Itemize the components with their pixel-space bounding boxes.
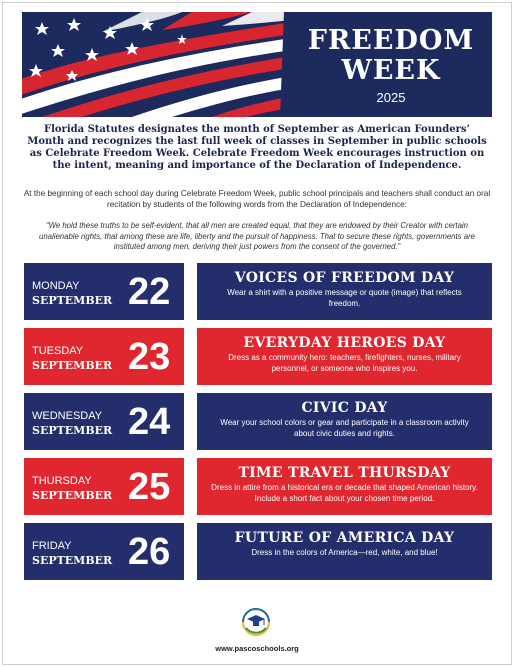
- day-number: 26: [128, 531, 171, 573]
- event-block: [197, 458, 492, 515]
- event-description: Dress in attire from a historical era or decade that shaped American history. Include a short fact about your chosen time period.: [211, 483, 478, 503]
- event-title: EVERYDAY HEROES DAY: [243, 335, 446, 351]
- day-number: 22: [128, 271, 171, 313]
- pasco-logo-icon: [232, 604, 280, 638]
- event-title: TIME TRAVEL THURSDAY: [238, 465, 451, 481]
- website-url[interactable]: www.pascoschools.org: [215, 644, 299, 653]
- weekday-label: THURSDAY: [32, 475, 92, 487]
- event-title: VOICES OF FREEDOM DAY: [234, 270, 455, 286]
- event-description: Wear your school colors or gear and participate in a classroom activity about civic duties and rights.: [220, 418, 469, 438]
- day-row-tuesday: [24, 328, 492, 385]
- date-block: [24, 523, 184, 580]
- banner-title-line1: FREEDOM: [307, 25, 475, 56]
- declaration-quote: “We hold these truths to be self-evident, that all men are created equal, that they are endowed by their Creator with certain unalienable rights, that among these are life, liberty and the pursuit of happiness. That to secure these rights, governments are instituted among men, deriving their just powers from the consent of the governed.”: [38, 221, 475, 251]
- banner-title-line2: WEEK: [341, 55, 441, 86]
- weekday-label: WEDNESDAY: [32, 410, 103, 422]
- month-label: SEPTEMBER: [32, 294, 113, 307]
- day-row-thursday: [24, 458, 492, 515]
- month-label: SEPTEMBER: [32, 424, 113, 437]
- date-block: [24, 263, 184, 320]
- event-title: CIVIC DAY: [301, 400, 388, 416]
- event-block: [197, 328, 492, 385]
- weekday-label: TUESDAY: [32, 345, 84, 357]
- date-block: [24, 328, 184, 385]
- event-block: [197, 523, 492, 580]
- day-number: 25: [128, 466, 171, 508]
- date-block: [24, 393, 184, 450]
- month-label: SEPTEMBER: [32, 554, 113, 567]
- day-row-monday: [24, 263, 492, 320]
- banner-year: 2025: [376, 90, 406, 105]
- intro-recitation-text: At the beginning of each school day during Celebrate Freedom Week, public school principals and teachers shall conduct an oral recitation by students of the following words from the Declaration of Independence:: [23, 189, 491, 209]
- intro-statute-text: Florida Statutes designates the month of September as American Founders’ Month and recognizes the last full week of classes in September in public schools as Celebrate Freedom Week. Celebrate Freedom Week encourages instruction on the intent, meaning and importance of the Declaration of Independence.: [27, 124, 487, 171]
- month-label: SEPTEMBER: [32, 489, 113, 502]
- event-description: Wear a shirt with a positive message or quote (image) that reflects freedom.: [227, 288, 462, 308]
- weekday-label: MONDAY: [32, 280, 80, 292]
- freedom-week-banner: [22, 12, 492, 117]
- weekday-label: FRIDAY: [32, 540, 72, 552]
- date-block: [24, 458, 184, 515]
- pasco-schools-logo: [232, 604, 280, 638]
- day-row-friday: [24, 523, 492, 580]
- day-row-wednesday: [24, 393, 492, 450]
- month-label: SEPTEMBER: [32, 359, 113, 372]
- event-title: FUTURE OF AMERICA DAY: [234, 530, 455, 546]
- day-number: 24: [128, 401, 171, 443]
- event-description: Dress as a community hero: teachers, firefighters, nurses, military personnel, or someone who inspires you.: [228, 353, 461, 373]
- event-block: [197, 393, 492, 450]
- event-description: Dress in the colors of America—red, white, and blue!: [251, 548, 438, 557]
- day-number: 23: [128, 336, 171, 378]
- banner-title: [298, 26, 484, 86]
- event-block: [197, 263, 492, 320]
